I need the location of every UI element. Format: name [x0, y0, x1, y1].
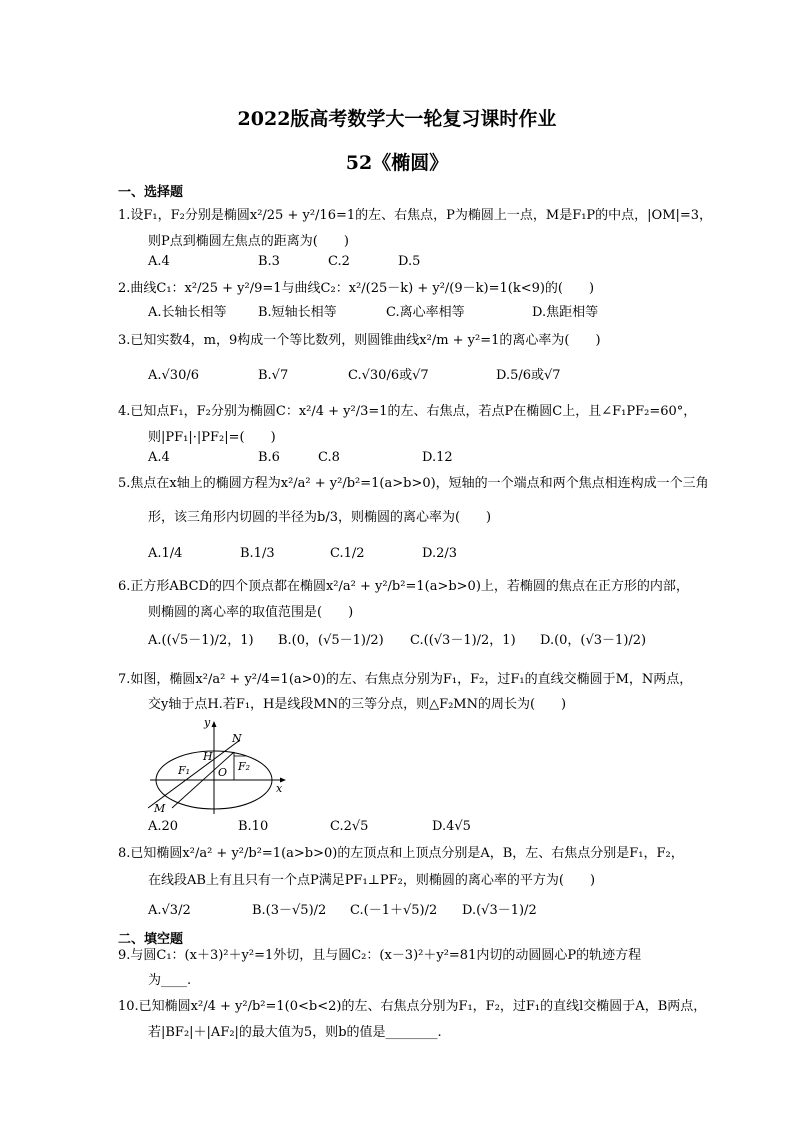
q9-stem-cont: 为____. — [148, 973, 192, 988]
figure-label-f2: F₂ — [238, 760, 251, 773]
figure-label-h: H — [203, 750, 213, 763]
q5-stem-cont: 形，该三角形内切圆的半径为b/3，则椭圆的离心率为( ) — [148, 510, 492, 525]
q6-option-b: B.(0，(√5－1)/2) — [278, 633, 384, 648]
q4-option-b: B.6 — [258, 450, 280, 465]
q6-option-a: A.((√5－1)/2，1) — [148, 633, 254, 648]
q10-stem-cont: 若|BF₂|＋|AF₂|的最大值为5，则b的值是________. — [148, 1025, 442, 1040]
q1-option-c: C.2 — [328, 254, 350, 269]
y-axis-arrow — [212, 721, 217, 727]
q1-stem: 1.设F₁，F₂分别是椭圆x²/25 + y²/16=1的左、右焦点，P为椭圆上一点，M是F₁P的中点，|OM|=3， — [118, 208, 713, 223]
ellipse-figure — [148, 716, 288, 816]
q1-option-d: D.5 — [398, 254, 421, 269]
q6-option-d: D.(0，(√3－1)/2) — [540, 633, 647, 648]
q4-stem: 4.已知点F₁，F₂分别为椭圆C：x²/4 + y²/3=1的左、右焦点，若点P在椭圆C上，且∠F₁PF₂=60°， — [118, 404, 697, 419]
q1-stem-cont: 则P点到椭圆左焦点的距离为( ) — [148, 234, 349, 249]
q3-option-c: C.√30/6或√7 — [348, 368, 429, 383]
q2-option-b: B.短轴长相等 — [258, 305, 337, 320]
q7-option-b: B.10 — [238, 819, 269, 834]
q2-option-d: D.焦距相等 — [532, 305, 599, 320]
q8-option-d: D.(√3－1)/2 — [462, 903, 537, 918]
q3-option-a: A.√30/6 — [148, 368, 199, 383]
figure-label-f1: F₁ — [178, 764, 191, 777]
page-title: 2022版高考数学大一轮复习课时作业 — [237, 108, 557, 130]
q3-stem: 3.已知实数4，m，9构成一个等比数列，则圆锥曲线x²/m + y²=1的离心率为( ) — [118, 333, 601, 348]
q8-option-c: C.(－1＋√5)/2 — [350, 903, 438, 918]
q5-option-d: D.2/3 — [422, 546, 458, 561]
q2-stem: 2.曲线C₁：x²/25 + y²/9=1与曲线C₂：x²/(25－k) + y²/(9－k)=1(k<9)的( ) — [118, 281, 595, 296]
q2-option-a: A.长轴长相等 — [148, 305, 227, 320]
figure-label-y: y — [204, 716, 211, 729]
q4-option-d: D.12 — [422, 450, 453, 465]
page-subtitle: 52《椭圆》 — [345, 152, 449, 174]
q1-option-b: B.3 — [258, 254, 280, 269]
q4-option-c: C.8 — [318, 450, 340, 465]
figure-label-x: x — [276, 782, 283, 795]
q6-stem-cont: 则椭圆的离心率的取值范围是( ) — [148, 605, 354, 620]
q5-option-b: B.1/3 — [240, 546, 275, 561]
section-choice: 一、选择题 — [118, 185, 184, 200]
q7-option-c: C.2√5 — [330, 819, 369, 834]
q10-stem: 10.已知椭圆x²/4 + y²/b²=1(0<b<2)的左、右焦点分别为F₁，F₂，过F₁的直线l交椭圆于A，B两点， — [118, 999, 707, 1014]
q2-option-c: C.离心率相等 — [386, 305, 465, 320]
q4-stem-cont: 则|PF₁|·|PF₂|=( ) — [148, 430, 276, 445]
q5-option-c: C.1/2 — [330, 546, 365, 561]
figure-label-m: M — [154, 802, 166, 815]
q8-option-b: B.(3－√5)/2 — [252, 903, 327, 918]
q7-stem-cont: 交y轴于点H.若F₁，H是线段MN的三等分点，则△F₂MN的周长为( ) — [148, 697, 567, 712]
q9-stem: 9.与圆C₁：(x＋3)²＋y²=1外切，且与圆C₂：(x－3)²＋y²=81内切的动圆圆心P的轨迹方程 — [118, 948, 642, 963]
q3-option-b: B.√7 — [258, 368, 289, 383]
q7-stem: 7.如图，椭圆x²/a² + y²/4=1(a>0)的左、右焦点分别为F₁，F₂，过F₁的直线交椭圆于M，N两点， — [118, 672, 693, 687]
q6-option-c: C.((√3－1)/2，1) — [410, 633, 516, 648]
q1-option-a: A.4 — [148, 254, 170, 269]
q7-option-d: D.4√5 — [432, 819, 471, 834]
q8-stem: 8.已知椭圆x²/a² + y²/b²=1(a>b>0)的左顶点和上顶点分别是A，B，左、右焦点分别是F₁，F₂， — [118, 846, 684, 861]
figure-label-o: O — [218, 766, 228, 779]
q8-stem-cont: 在线段AB上有且只有一个点P满足PF₁⊥PF₂，则椭圆的离心率的平方为( ) — [148, 873, 596, 888]
q8-option-a: A.√3/2 — [148, 903, 191, 918]
figure-label-n: N — [232, 732, 242, 745]
q5-option-a: A.1/4 — [148, 546, 183, 561]
q6-stem: 6.正方形ABCD的四个顶点都在椭圆x²/a² + y²/b²=1(a>b>0)上，若椭圆的焦点在正方形的内部， — [118, 579, 689, 594]
q7-option-a: A.20 — [148, 819, 179, 834]
section-fill: 二、填空题 — [118, 932, 184, 947]
q4-option-a: A.4 — [148, 450, 170, 465]
q3-option-d: D.5/6或√7 — [496, 368, 561, 383]
q5-stem: 5.焦点在x轴上的椭圆方程为x²/a² + y²/b²=1(a>b>0)，短轴的一个端点和两个焦点相连构成一个三角 — [118, 476, 709, 491]
